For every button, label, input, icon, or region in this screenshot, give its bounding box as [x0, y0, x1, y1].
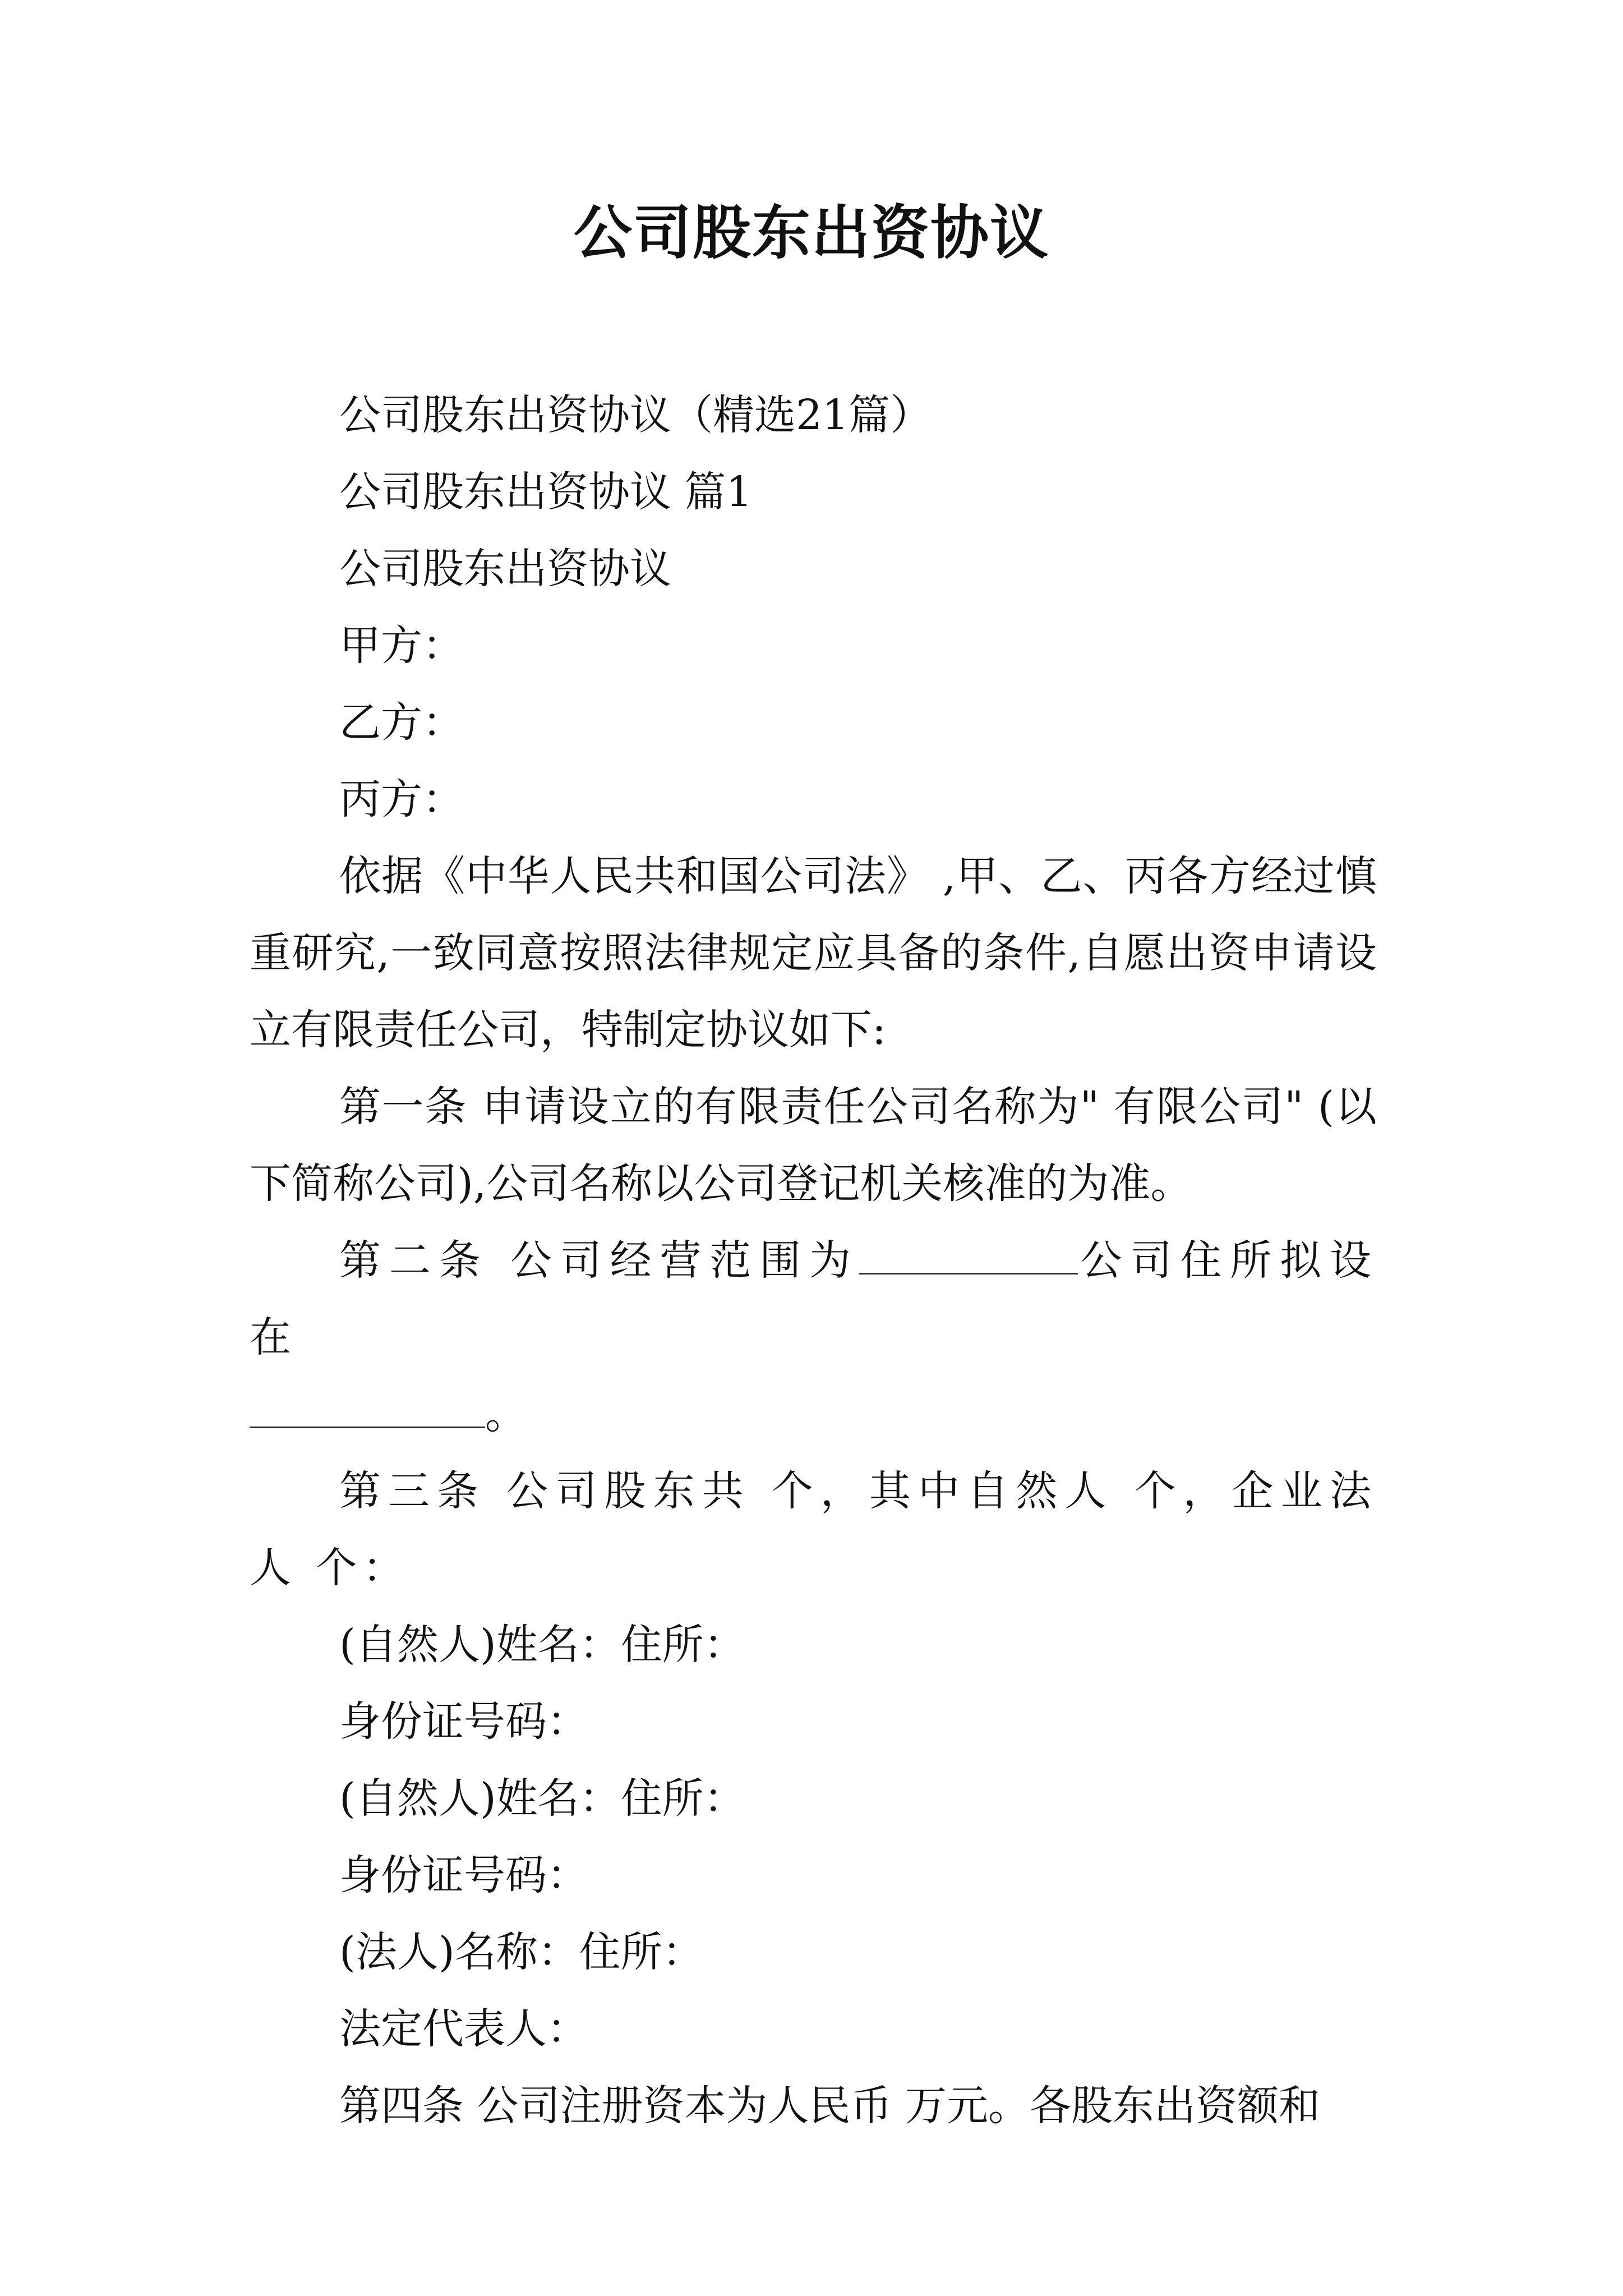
- party-b-line: 乙方：: [339, 698, 464, 747]
- article-3-paragraph: 第三条 公司股东共 个，其中自然人 个，企业法人 个：: [250, 1467, 1377, 1592]
- article-2-text-b: 公司住所拟设在: [250, 1236, 1377, 1361]
- chapter-line: 公司股东出资协议 篇1: [339, 468, 753, 516]
- intro-paragraph: 依据《中华人民共和国公司法》 ,甲、乙、丙各方经过慎重研究,一致同意按照法律规定应具备的条件,自愿出资申请设立有限责任公司，特制定协议如下:: [250, 852, 1377, 1054]
- business-scope-blank: [859, 1228, 1078, 1274]
- article-2-end: 。: [485, 1390, 532, 1438]
- article-2-paragraph: [250, 1222, 1377, 1453]
- address-blank: [250, 1382, 485, 1428]
- person-1-id-line: 身份证号码：: [339, 1697, 588, 1746]
- document-body: [250, 377, 1377, 2145]
- person-2-id-line: 身份证号码：: [339, 1851, 588, 1899]
- article-1-paragraph: 第一条 申请设立的有限责任公司名称为" 有限公司" (以下简称公司),公司名称以公司登记机关核准的为准。: [250, 1083, 1377, 1208]
- legal-rep-line: 法定代表人：: [339, 2005, 588, 2053]
- heading-line: 公司股东出资协议: [339, 545, 671, 593]
- party-a-line: 甲方：: [339, 622, 464, 670]
- person-1-name-line: (自然人)姓名：住所：: [339, 1621, 745, 1669]
- legal-name-line: (法人)名称：住所：: [339, 1928, 704, 1976]
- person-2-name-line: (自然人)姓名：住所：: [339, 1774, 745, 1823]
- article-4-paragraph: 第四条 公司注册资本为人民币 万元。各股东出资额和: [339, 2082, 1321, 2130]
- party-c-line: 丙方：: [339, 775, 464, 823]
- subtitle-line: 公司股东出资协议（精选21篇）: [339, 391, 932, 439]
- document-title: 公司股东出资协议: [573, 198, 1049, 267]
- article-2-text-a: 第二条 公司经营范围为: [339, 1236, 859, 1285]
